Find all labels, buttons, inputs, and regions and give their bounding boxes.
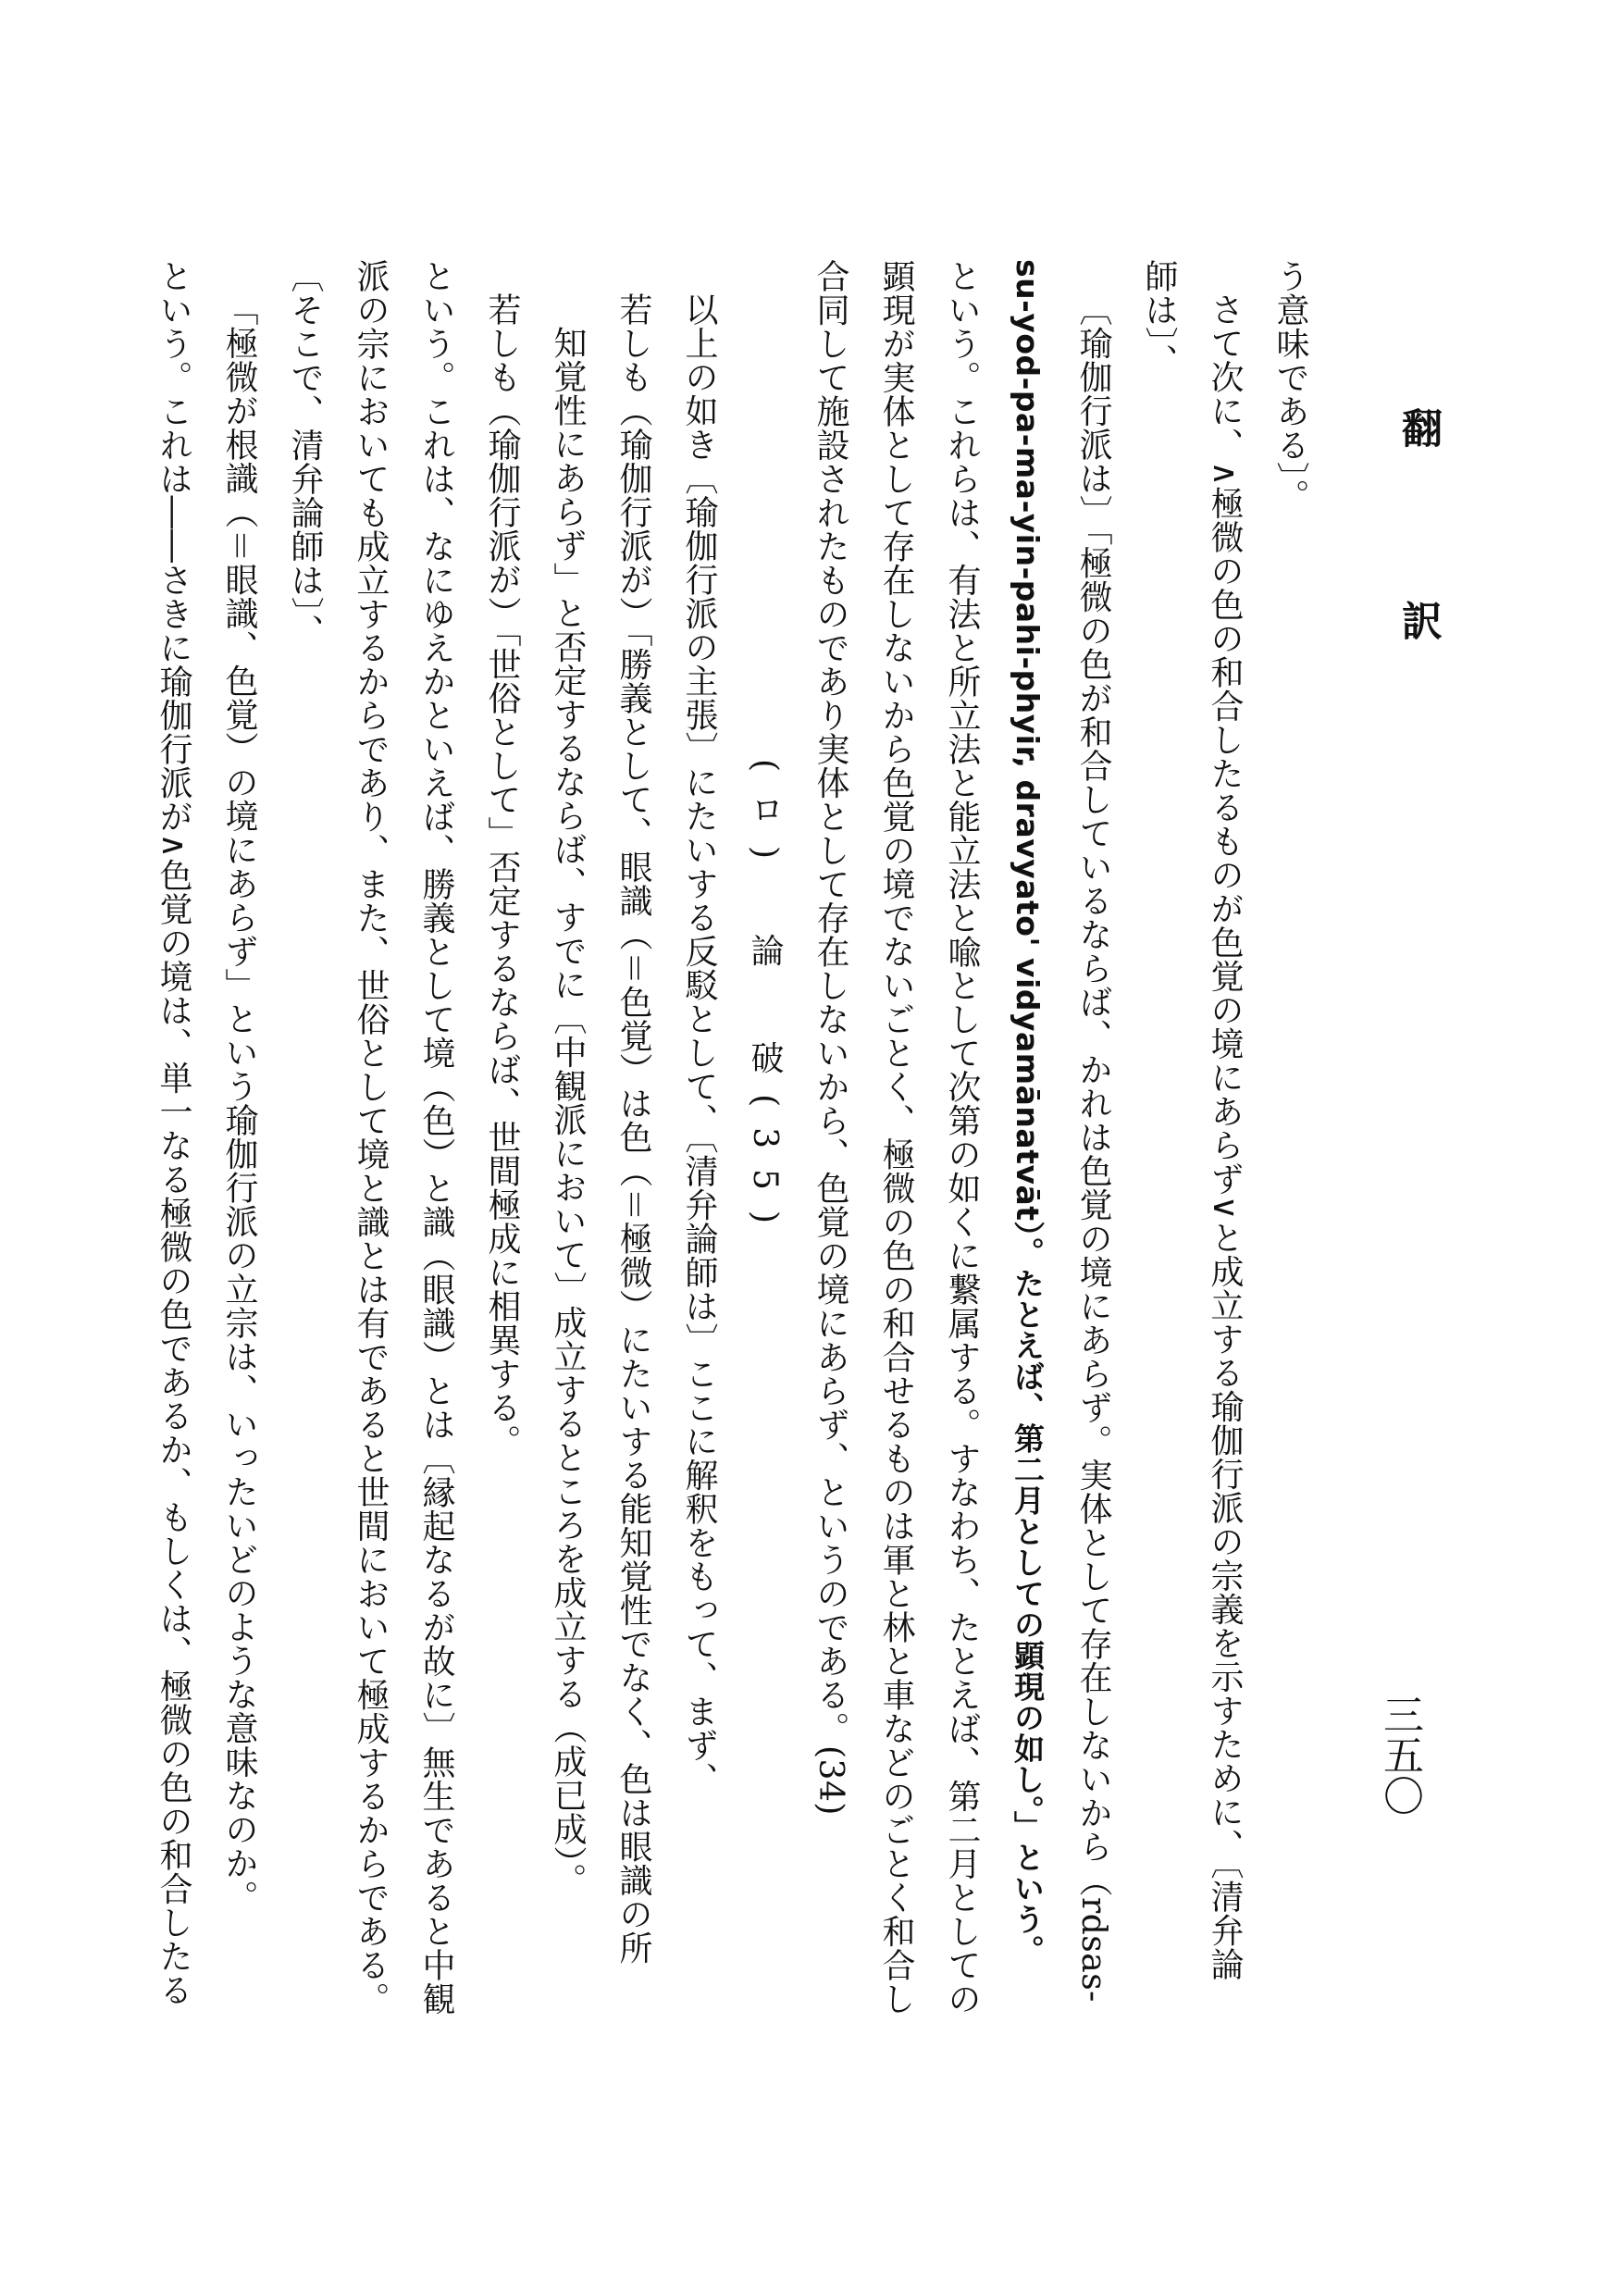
text-line: 派の宗においても成立するからであり、また、世俗として境と識とは有であると世間において極成するからである。 <box>352 259 390 2016</box>
text-line: 合同して施設されたものであり実体として存在しないから、色覚の境にあらず、というのである。(34) <box>812 259 849 1816</box>
page-number: 三五〇 <box>1376 1694 1423 1816</box>
text-line: 以上の如き〔瑜伽行派の主張〕にたいする反駁として、〔清弁論師は〕ここに解釈をもって、まず、 <box>680 292 718 1796</box>
text-line: 「極微が根識（＝眼識、色覚）の境にあらず」という瑜伽行派の立宗は、いったいどのような意味なのか。 <box>220 292 258 1914</box>
text-line: 若しも（瑜伽行派が）「世俗として」否定するならば、世間極成に相異する。 <box>483 292 521 1458</box>
vertical-body-text <box>155 259 1323 2128</box>
text-line: さて次に、∧極微の色の和合したるものが色覚の境にあらず∨と成立する瑜伽行派の宗義を示すために、〔清弁論 <box>1206 292 1244 1981</box>
running-header-title: 翻 訳 <box>1394 407 1442 696</box>
text-line: う意味である〕。 <box>1271 259 1309 513</box>
text-line: 〔瑜伽行派は〕「極微の色が和合しているならば、かれは色覚の境にあらず。実体として存在しないから（rdsas- <box>1074 292 1112 2003</box>
text-line: という。これは、なにゆえかといえば、勝義として境（色）と識（眼識）とは〔縁起なるが故に〕無生であると中観 <box>417 259 455 2016</box>
text-line: 若しも（瑜伽行派が）「勝義として、眼識（＝色覚）は色（＝極微）にたいする能知覚性でなく、色は眼識の所 <box>614 292 652 1965</box>
text-line: 知覚性にあらず」と否定するならば、すでに〔中観派において〕成立するところを成立する（成已成）。 <box>549 326 587 1897</box>
text-line: 顕現が実体として存在しないから色覚の境でないごとく、極微の色の和合せるものは軍と林と車などのごとく和合し <box>877 259 915 2016</box>
text-line: という。これらは、有法と所立法と能立法と喩として次第の如くに繋属する。すなわち、たとえば、第二月としての <box>943 259 981 2016</box>
section-heading: (ロ) 論 破(35) <box>746 759 784 1244</box>
text-line-transliteration: su-yod-pa-ma-yin-pahi-phyir, dravyato' vidyamānatvāt）。たとえば、第二月としての顕現の如し。」という。 <box>1010 259 1046 1967</box>
text-line: 師は〕、 <box>1140 259 1178 378</box>
text-line: 〔そこで、清弁論師は〕、 <box>286 259 324 648</box>
text-line: という。これは――さきに瑜伽行派が∧色覚の境は、単一なる極微の色であるか、もしくは、極微の色の和合したる <box>155 259 192 2007</box>
